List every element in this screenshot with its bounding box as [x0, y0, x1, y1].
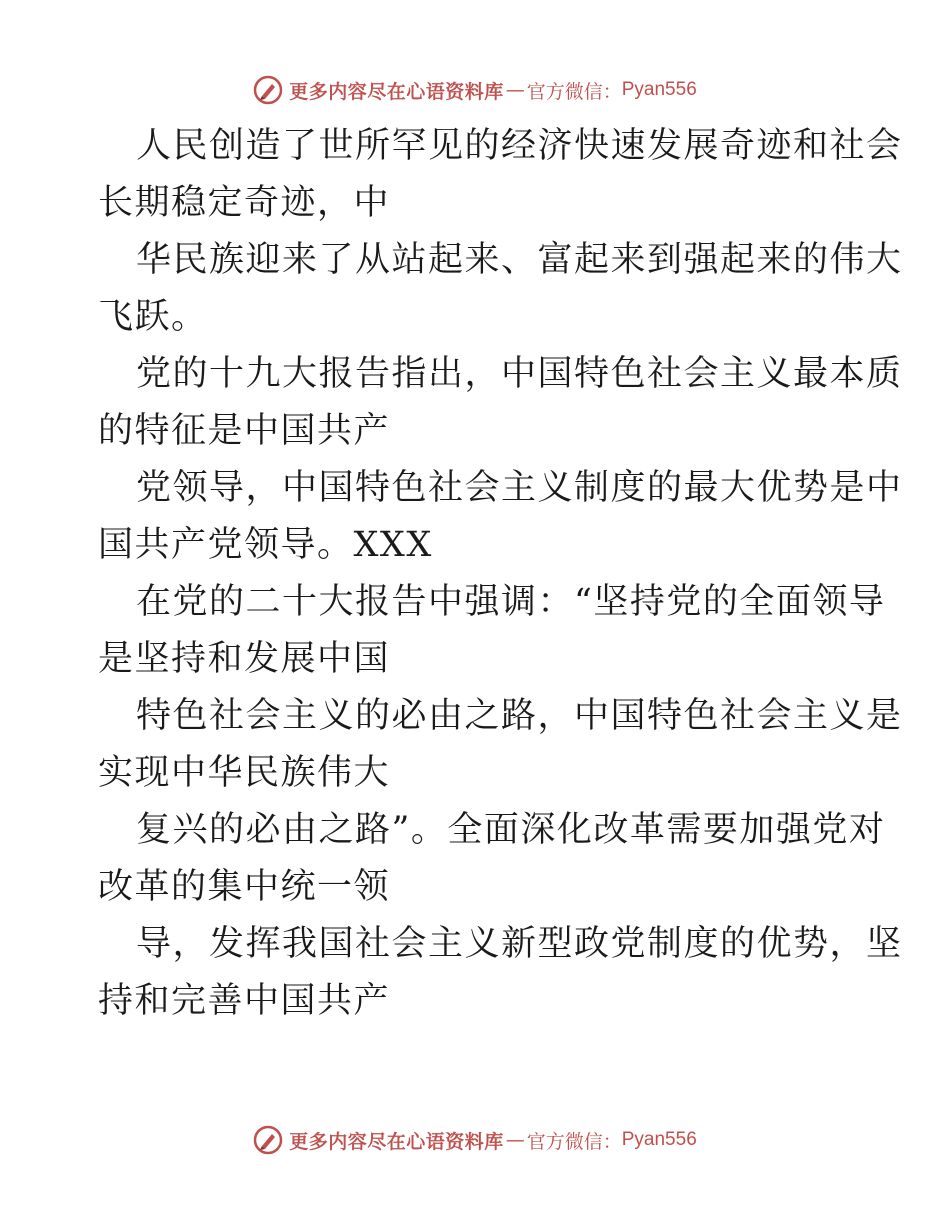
- paragraph: [98, 232, 903, 346]
- document-body: [98, 118, 903, 1030]
- paragraph-line: 实现中华民族伟大: [98, 753, 391, 793]
- paragraph: [98, 460, 903, 574]
- watermark-text: 更多内容尽在心语资料库: [289, 1130, 504, 1153]
- paragraph-line: 党领导，中国特色社会主义制度的最大优势是中: [136, 468, 903, 508]
- watermark-label: 官方微信：: [526, 1130, 622, 1153]
- paragraph-line: 改革的集中统一领: [98, 867, 391, 907]
- paragraph-line: 复兴的必由之路”。全面深化改革需要加强党对: [136, 810, 886, 850]
- paragraph-line: 人民创造了世所罕见的经济快速发展奇迹和社会: [136, 126, 903, 166]
- paragraph-line: 华民族迎来了从站起来、富起来到强起来的伟大: [136, 240, 903, 280]
- footer-watermark: [0, 1120, 950, 1160]
- paragraph: [98, 118, 903, 232]
- pen-logo-icon: [253, 1125, 283, 1155]
- watermark-id: Pyan556: [621, 1129, 697, 1150]
- paragraph-line: 飞跃。: [98, 297, 208, 337]
- paragraph-line: 的特征是中国共产: [98, 411, 391, 451]
- paragraph-line: 是坚持和发展中国: [98, 639, 391, 679]
- paragraph-line: 党的十九大报告指出，中国特色社会主义最本质: [136, 354, 903, 394]
- watermark-id: Pyan556: [621, 79, 697, 100]
- watermark-separator: —: [505, 79, 525, 101]
- watermark-label: 官方微信：: [526, 80, 622, 103]
- paragraph-line: 长期稳定奇迹，中: [98, 183, 391, 223]
- paragraph-line: 持和完善中国共产: [98, 981, 391, 1021]
- paragraph-line: 导，发挥我国社会主义新型政党制度的优势，坚: [136, 924, 903, 964]
- paragraph: [98, 688, 903, 802]
- paragraph-line: 特色社会主义的必由之路，中国特色社会主义是: [136, 696, 903, 736]
- watermark-text: 更多内容尽在心语资料库: [289, 80, 504, 103]
- paragraph-line: 国共产党领导。XXX: [98, 525, 433, 565]
- paragraph: [98, 346, 903, 460]
- paragraph: [98, 802, 886, 916]
- paragraph: [98, 574, 886, 688]
- pen-logo-icon: [253, 75, 283, 105]
- paragraph-line: 在党的二十大报告中强调：“坚持党的全面领导: [136, 582, 886, 622]
- header-watermark: [0, 70, 950, 110]
- watermark-separator: —: [505, 1129, 525, 1151]
- paragraph: [98, 916, 903, 1030]
